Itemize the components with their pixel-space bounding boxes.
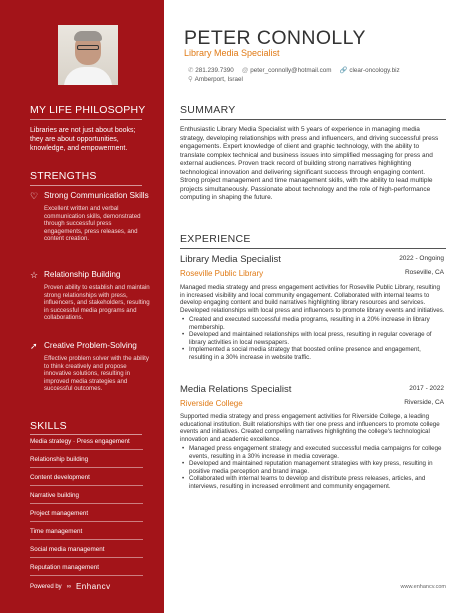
experience-title: EXPERIENCE <box>180 233 251 245</box>
skill-item: Media strategy · Press engagement <box>30 438 143 450</box>
at-icon: @ <box>241 66 249 74</box>
strength-title: Strong Communication Skills <box>44 191 149 200</box>
contact-row <box>188 66 400 74</box>
strength-desc: Effective problem solver with the ability to think creatively and propose innovative solutions, resulting in improved media strategies and successful outcomes. <box>44 355 149 393</box>
location: Amberport, Israel <box>194 76 243 83</box>
job-location: Riverside, CA <box>404 399 444 406</box>
strength-desc: Proven ability to establish and maintain strong relationships with press, influencers, and stakeholders, resulting in successful media programs and collaborations. <box>44 284 150 322</box>
skill-item: Narrative building <box>30 492 143 504</box>
job-company: Roseville Public Library <box>180 269 264 278</box>
job-description <box>180 284 445 361</box>
powered-by <box>30 582 111 591</box>
strength-title: Relationship Building <box>44 270 121 279</box>
skill-item: Time management <box>30 528 143 540</box>
divider <box>30 434 142 435</box>
strength-item <box>30 270 150 322</box>
email[interactable]: peter_connolly@hotmail.com <box>250 66 332 74</box>
location-pin-icon: ⚲ <box>188 76 193 83</box>
lightbulb-icon: ♡ <box>30 191 39 201</box>
job-location: Roseville, CA <box>404 269 444 276</box>
phone-icon: ✆ <box>188 66 194 74</box>
bullet-item: • Managed press engagement strategy and executed successful media campaigns for college events, resulting in a 30% increase in media coverage. <box>180 445 445 460</box>
strengths-title: STRENGTHS <box>30 170 97 182</box>
brand-logo-icon: ∞ <box>66 583 71 590</box>
summary-title: SUMMARY <box>180 104 236 116</box>
rocket-icon: ➚ <box>30 341 38 351</box>
divider <box>30 185 142 186</box>
job-company: Riverside College <box>180 399 243 408</box>
bullet-item: • Developed and maintained relationships with local press, resulting in regular coverage of library activities in local newspapers. <box>180 331 445 346</box>
job-dates: 2017 - 2022 <box>409 385 444 392</box>
skill-item: Reputation management <box>30 564 143 576</box>
phone[interactable]: 281.239.7390 <box>195 66 234 74</box>
divider <box>30 119 142 120</box>
job-description <box>180 413 445 490</box>
skill-item: Content development <box>30 474 143 486</box>
strength-title: Creative Problem-Solving <box>44 341 137 350</box>
job-title: Media Relations Specialist <box>180 384 292 395</box>
bullet-item: • Created and executed successful media programs, resulting in a 20% increase in library membership. <box>180 316 445 331</box>
bullet-item: • Collaborated with internal teams to develop and distribute press releases, articles, and interviews, resulting in increased enrollment and community engagement. <box>180 475 445 490</box>
footer-url[interactable]: www.enhancv.com <box>400 584 446 590</box>
summary-text: Enthusiastic Library Media Specialist with 5 years of experience in managing media strategy, developing relationships with press and influencers, and driving successful press engagements. Expert knowledge of client and graphic technology, with the ability to translate complex technical and business issues into simplified messaging for press and external audiences. Proven track record of building strong narratives highlighting technological innovation and delivering significant success through engaging content. Strong project management and time management skills, with the ability to lead multiple projects simultaneously. Passionate about technology and the role of high-performance computing in shaping the future. <box>180 126 439 201</box>
skill-item: Project management <box>30 510 143 522</box>
job-bullets <box>180 316 445 361</box>
job-dates: 2022 - Ongoing <box>399 255 444 262</box>
strength-item <box>30 191 150 243</box>
powered-label: Powered by <box>30 583 62 590</box>
divider <box>180 119 446 120</box>
job-summary: Supported media strategy and press engagement activities for Riverside College, a leading educational institution. Built relationships with tier one press and influencers to promote college events and initiatives. Created compelling narratives highlighting the college's technological innovation and academic excellence. <box>180 413 440 443</box>
bullet-item: • Developed and maintained reputation management strategies with key press, resulting in positive media perception and brand image. <box>180 460 445 475</box>
divider <box>180 248 446 249</box>
skills-title: SKILLS <box>30 420 67 432</box>
skill-item: Relationship building <box>30 456 143 468</box>
website[interactable]: clear-oncology.biz <box>349 67 400 74</box>
job-summary: Managed media strategy and press engagement activities for Roseville Public Library, resulting in increased visibility and local community engagement. Collaborated with internal teams to develop engaging content and build narratives highlighting library resources and services. Developed relationships with local press and influencers to promote library events and initiatives. <box>180 284 445 314</box>
job-title: Library Media Specialist <box>180 254 281 265</box>
sidebar <box>0 0 164 613</box>
skills-list <box>30 438 143 582</box>
profile-photo <box>58 25 118 85</box>
handshake-icon: ☆ <box>30 270 39 280</box>
skill-item: Social media management <box>30 546 143 558</box>
philosophy-title: MY LIFE PHILOSOPHY <box>30 104 146 116</box>
person-name: PETER CONNOLLY <box>184 27 366 49</box>
brand-name: Enhancv <box>75 582 111 591</box>
strength-item <box>30 341 150 393</box>
location-row <box>188 76 243 83</box>
philosophy-text: Libraries are not just about books; they are about opportunities, knowledge, and empowerment. <box>30 127 136 152</box>
job-title-header: Library Media Specialist <box>184 48 280 58</box>
job-bullets <box>180 445 445 490</box>
bullet-item: • Implemented a social media strategy that boosted online presence and engagement, resulting in a 30% increase in website traffic. <box>180 346 445 361</box>
strength-desc: Excellent written and verbal communication skills, demonstrated through successful press engagements, press releases, and content creation. <box>44 205 141 243</box>
link-icon: 🔗 <box>339 67 348 74</box>
